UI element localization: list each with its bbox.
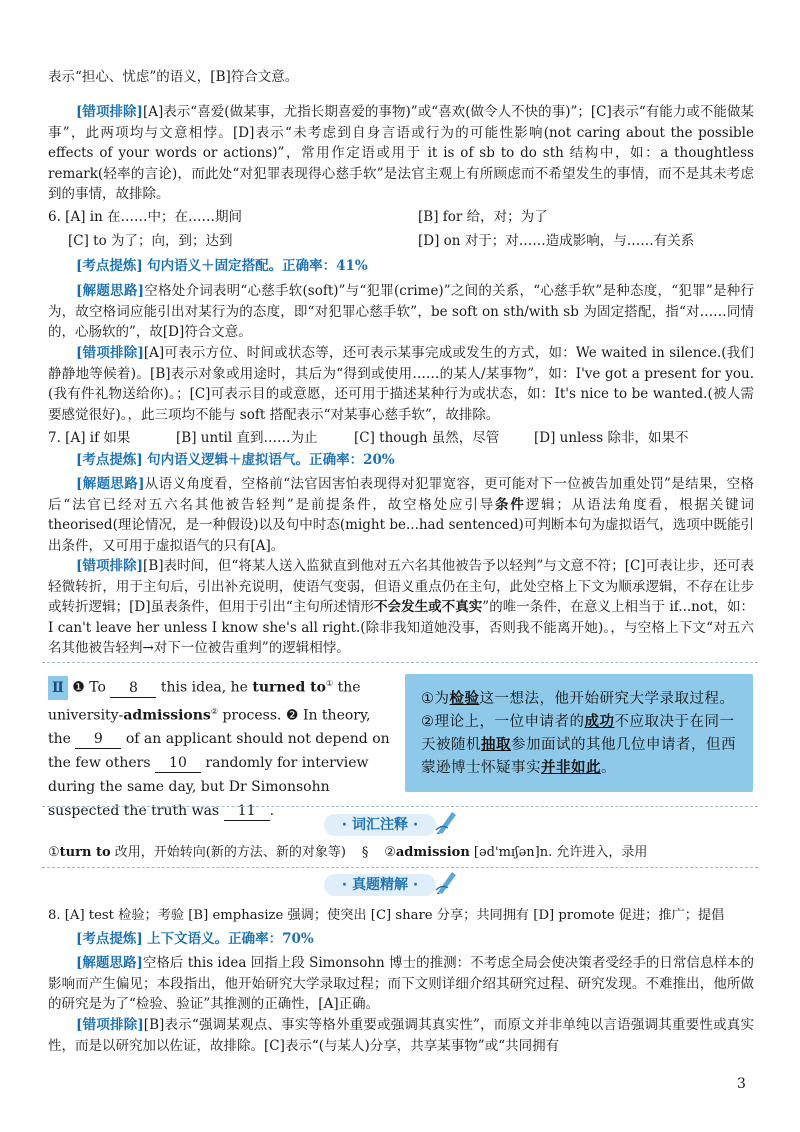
- q7-option-c: [C] though 虽然，尽管: [354, 430, 500, 446]
- text: this idea, he: [160, 679, 248, 696]
- keyword: 抽取: [481, 737, 511, 753]
- text: 从语义角度看，空格前“法官因害怕表现得对犯罪宽容，更可能对下一位被告加重处罚”是结果，空格后“法官已经对五六名其他被告轻判”是前提条件，故空格处应引导: [48, 476, 754, 513]
- text: ①为: [421, 691, 450, 707]
- passage-excerpt: [48, 672, 396, 823]
- text: 。: [601, 760, 616, 776]
- q7-solution: [48, 474, 754, 556]
- text: 这一想法，他开始研究大学录取过程。②理论上，一位申请者的: [421, 691, 735, 730]
- solution-tag: [解题思路]: [76, 955, 143, 971]
- keyword: 并非如此: [541, 760, 601, 776]
- divider: [42, 806, 758, 807]
- text: In theory, the: [48, 707, 371, 748]
- footnote-mark: ①: [48, 845, 60, 860]
- text: 8. [A] test 检验；考验 [B] emphasize 强调；使突出 [C] share 分享；共同拥有 [D] promote 促进；推广；提倡: [48, 908, 725, 923]
- text: of an applicant should not depend on the few others: [48, 731, 390, 772]
- page-number: 3: [737, 1076, 746, 1092]
- blank-11[interactable]: 11: [224, 802, 270, 821]
- text: [B]表示“强调某观点、事实等格外重要或强调其真实性”，而原文并非单纯以言语强调其重要性或真实性，而是以研究加以佐证，故排除。[C]表示“(与某人)分享，共享某事物”或“共同拥有: [48, 1017, 754, 1054]
- q6-key-point: [48, 256, 754, 277]
- keyword: 条件: [495, 496, 526, 513]
- vocab-definition: 改用，开始转向(新的方法、新的对象等): [114, 845, 346, 860]
- text: 表示“担心、忧虑”的语义，[B]符合文意。: [48, 69, 299, 85]
- q7-option-b: [B] until 直到……为止: [176, 430, 318, 446]
- q8-wrong-options: [48, 1015, 754, 1056]
- paragraph-q5-tail: [48, 67, 754, 88]
- text: 空格处介词表明“心慈手软(soft)”与“犯罪(crime)”之间的关系，“心慈手软”是种态度，“犯罪”是种行为，故空格词应能引出对某行为的态度，即“对犯罪心慈手软”，be soft on sth/with sb 为固定搭配，指“对……同情的，心肠软的”，故[D]符合文意。: [48, 283, 754, 340]
- wrong-option-tag: [错项排除]: [76, 104, 143, 120]
- paragraph-q5-wrong-options: [48, 102, 754, 205]
- key-point-tag: [考点提炼]: [76, 931, 143, 947]
- text: [A]可表示方位、时间或状态等，还可表示某事完成或发生的方式，如：We waited in silence.(我们静静地等候着)。[B]表示对象或用途时，其后为“得到或使用……的某人/某事物”，如：I've got a present for you.(我有件礼物送给你)。；[C]可表示目的或意愿，还可用于描述某种行为或状态，如：It's nice to be wanted.(被人需要感觉很好)。，此三项均不能与 soft 搭配表示“对某事心慈手软”，故排除。: [48, 345, 755, 423]
- q6-option-c: [C] to 为了；向，到；达到: [68, 233, 233, 249]
- text: To: [89, 679, 106, 696]
- q6-options-row2: [48, 231, 754, 252]
- banner-title: · 真题精解 ·: [341, 877, 419, 893]
- q7-option-d: [D] unless 除非，如果不: [534, 430, 689, 446]
- q6-option-a: 6. [A] in 在……中；在……期间: [48, 209, 243, 225]
- footnote-mark: ①: [325, 679, 334, 688]
- q6-option-d: [D] on 对于；对……造成影响，与……有关系: [418, 233, 695, 249]
- text: [B]表时间，但“将某人送入监狱直到他对五六名其他被告予以轻判”与文意不符；[C]可表让步，还可表轻微转折，用于主句后，引出补充说明，使语气变弱，但语义重点仍在主句，此处空格上下文为顺承逻辑，不存在让步或转折逻辑；[D]虽表条件，但用于引出“主句所述情形: [48, 558, 754, 615]
- keyword: 不会发生或不真实: [374, 599, 483, 615]
- q6-solution: [48, 281, 754, 343]
- key-point-tag: [考点提炼]: [76, 452, 143, 468]
- footnote-mark: ②: [210, 706, 218, 716]
- blank-9[interactable]: 9: [75, 730, 121, 749]
- keyword: 检验: [449, 691, 480, 707]
- q8-options: [48, 906, 754, 927]
- text: the university-: [48, 679, 361, 724]
- vocab-banner: [324, 814, 436, 836]
- text: randomly for interview during the same day, but Dr Simonsohn suspected the truth was: [48, 755, 369, 820]
- text: 空格后 this idea 回指上段 Simonsohn 博士的推测：不考虑全局会使决策者受经手的日常信息样本的影响而产生偏见；本段指出，他开始研究大学录取过程；而下文则详细介绍其研究过程、研究发现。不难推出，他所做的研究是为了“检验、验证”其推测的正确性，[A]正确。: [48, 955, 755, 1012]
- wrong-option-tag: [错项排除]: [76, 558, 144, 574]
- q7-key-point: [48, 450, 754, 471]
- analysis-banner: [324, 874, 436, 896]
- q8-key-point: [48, 929, 754, 950]
- divider: [42, 662, 758, 663]
- text: [A]表示“喜爱(做某事，尤指长期喜爱的事物)”或“喜欢(做令人不快的事)”；[C]表示“有能力或不能做某事”，此两项均与文意相悖。[D]表示“未考虑到自身言语或行为的可能性影响(not caring about the possible effects of your words or actions)”，常用作定语或用于 it is of sb to do sth 结构中，如：a thoughtless remark(轻率的言论)，而此处“对犯罪表现得心慈手软”是法官主观上有所顾虑而不希望发生的事情，而不是其未考虑到的事情，故排除。: [48, 104, 754, 202]
- blank-10[interactable]: 10: [155, 754, 201, 773]
- sentence-number-icon: ❶: [72, 679, 85, 696]
- solution-tag: [解题思路]: [76, 476, 145, 492]
- q8-solution: [48, 953, 754, 1015]
- key-point-text: 句内语义＋固定搭配。正确率：41%: [147, 258, 368, 274]
- sentence-number-icon: ❷: [285, 707, 299, 724]
- translation-text: [421, 688, 743, 780]
- translation-box: [405, 674, 753, 792]
- vocab-definition: [əd'mɪʃən]n. 允许进入，录用: [473, 845, 648, 860]
- vocab-word: admissions: [123, 707, 211, 724]
- q7-options-row: [48, 428, 754, 449]
- q6-option-b: [B] for 给，对；为了: [418, 209, 548, 225]
- banner-title: · 词汇注释 ·: [341, 817, 419, 833]
- pen-icon: [434, 866, 458, 894]
- q7-option-a: 7. [A] if 如果: [48, 430, 131, 446]
- text: .: [269, 803, 275, 820]
- blank-8[interactable]: 8: [110, 679, 156, 698]
- key-point-tag: [考点提炼]: [76, 258, 143, 274]
- text: 参加面试的其他几位申请者，但西蒙逊博士怀疑事实: [421, 737, 736, 776]
- q7-wrong-options: [48, 556, 754, 659]
- text: ”的唯一条件，在意义上相当于 if...not，如：I can't leave her unless I know she's all right.(除非我知道她没事，否则我不能离开她)。，与空格上下文“对五六名其他被告轻判→对下一位被告重判”的逻辑相悖。: [48, 599, 754, 656]
- wrong-option-tag: [错项排除]: [76, 1017, 144, 1033]
- text: 逻辑；从语法角度看，根据关键词 theorised(理论情况，是一种假设)以及句中时态(might be...had sentenced)可判断本句为虚拟语气，选项中既能引出条件，又可用于虚拟语气的只有[A]。: [48, 496, 755, 554]
- vocab-word: turn to: [59, 845, 111, 860]
- wrong-option-tag: [错项排除]: [76, 345, 144, 361]
- separator-icon: §: [361, 845, 369, 860]
- divider: [42, 867, 758, 868]
- vocab-notes: [48, 843, 754, 863]
- q6-options-row1: [48, 207, 754, 228]
- q6-wrong-options: [48, 343, 754, 425]
- vocab-word: turned to: [252, 679, 326, 696]
- solution-tag: [解题思路]: [76, 283, 144, 299]
- text: 不应取决于在同一天被随机: [421, 714, 735, 753]
- key-point-text: 句内语义逻辑＋虚拟语气。正确率：20%: [147, 452, 395, 468]
- keyword: 成功: [584, 714, 615, 730]
- vocab-word: admission: [395, 845, 470, 860]
- text: process.: [222, 707, 282, 724]
- key-point-text: 上下文语义。正确率：70%: [147, 931, 314, 947]
- footnote-mark: ②: [384, 845, 396, 860]
- section-roman: Ⅱ: [48, 676, 68, 700]
- pen-icon: [434, 806, 458, 834]
